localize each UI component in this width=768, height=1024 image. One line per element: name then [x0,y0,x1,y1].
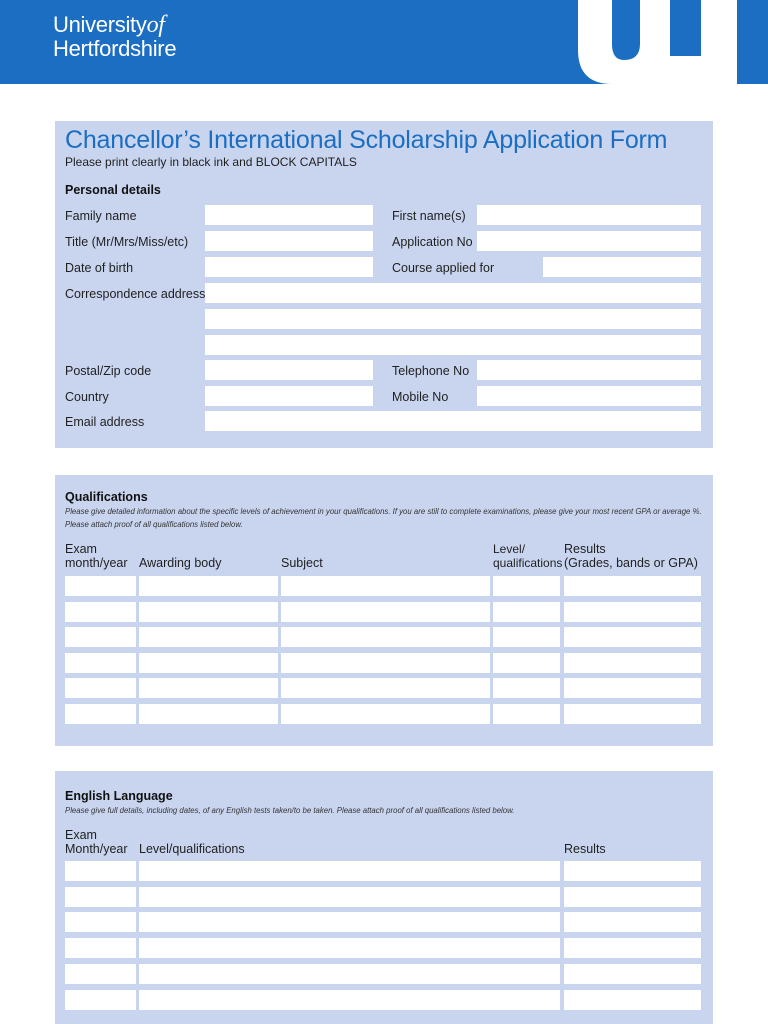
results-cell[interactable] [564,627,701,647]
logo-hertfordshire: Hertfordshire [53,36,177,61]
level-cell[interactable] [493,576,560,596]
first-names-field[interactable] [477,205,701,225]
country-label: Country [65,390,109,404]
col-level-qualifications: Level/ qualifications [493,542,563,570]
address-field-line2[interactable] [205,309,701,329]
exam-date-cell[interactable] [65,704,136,724]
level-cell[interactable] [139,990,560,1010]
title-field[interactable] [205,231,373,251]
exam-date-cell[interactable] [65,887,136,907]
col-results: Results [564,842,606,856]
dob-label: Date of birth [65,261,134,275]
email-field[interactable] [205,411,701,431]
awarding-body-cell[interactable] [139,602,278,622]
uh-mark-icon [0,0,768,84]
address-label: Correspondence address [65,287,206,301]
subject-cell[interactable] [281,653,490,673]
logo-of: of [146,12,165,38]
telephone-field[interactable] [477,360,701,380]
personal-details-panel [55,121,713,448]
exam-date-cell[interactable] [65,678,136,698]
level-cell[interactable] [139,964,560,984]
subject-cell[interactable] [281,704,490,724]
level-cell[interactable] [139,912,560,932]
col-exam-month-year: Exam month/year [65,542,128,570]
exam-date-cell[interactable] [65,576,136,596]
family-name-field[interactable] [205,205,373,225]
email-label: Email address [65,415,145,429]
country-field[interactable] [205,386,373,406]
qualifications-heading: Qualifications [65,490,148,504]
level-cell[interactable] [493,653,560,673]
form-subtitle: Please print clearly in black ink and BLOCK CAPITALS [65,155,357,169]
results-cell[interactable] [564,576,701,596]
results-cell[interactable] [564,861,701,881]
first-names-label: First name(s) [392,209,466,223]
awarding-body-cell[interactable] [139,627,278,647]
level-cell[interactable] [493,627,560,647]
col-subject: Subject [281,556,323,570]
results-cell[interactable] [564,887,701,907]
course-field[interactable] [543,257,701,277]
english-heading: English Language [65,789,173,803]
level-cell[interactable] [139,938,560,958]
qualifications-note: Please give detailed information about the specific levels of achievement in your qualifications. If you are still to complete examinations, please give your most recent GPA or average %. Please attach proof of all qualifications listed below. [65,507,702,529]
results-cell[interactable] [564,704,701,724]
subject-cell[interactable] [281,602,490,622]
english-language-panel [55,771,713,1024]
qualifications-panel [55,475,713,746]
exam-date-cell[interactable] [65,602,136,622]
awarding-body-cell[interactable] [139,653,278,673]
level-cell[interactable] [139,887,560,907]
postal-field[interactable] [205,360,373,380]
address-field-line3[interactable] [205,335,701,355]
subject-cell[interactable] [281,576,490,596]
exam-date-cell[interactable] [65,912,136,932]
telephone-label: Telephone No [392,364,470,378]
logo-university: University [53,12,147,37]
dob-field[interactable] [205,257,373,277]
exam-date-cell[interactable] [65,938,136,958]
subject-cell[interactable] [281,678,490,698]
form-title: Chancellor’s International Scholarship Application Form [65,126,668,154]
header-band [0,0,768,84]
results-cell[interactable] [564,602,701,622]
awarding-body-cell[interactable] [139,576,278,596]
level-cell[interactable] [139,861,560,881]
postal-label: Postal/Zip code [65,364,152,378]
english-note: Please give full details, including dates, of any English tests taken/to be taken. Please attach proof of all qualifications listed below. [65,806,515,815]
application-no-label: Application No [392,235,473,249]
application-no-field[interactable] [477,231,701,251]
results-cell[interactable] [564,990,701,1010]
course-label: Course applied for [392,261,495,275]
personal-details-heading: Personal details [65,183,161,197]
col-results: Results (Grades, bands or GPA) [564,542,698,570]
exam-date-cell[interactable] [65,653,136,673]
level-cell[interactable] [493,678,560,698]
col-exam-month-year: Exam Month/year [65,828,128,856]
family-name-label: Family name [65,209,137,223]
awarding-body-cell[interactable] [139,704,278,724]
exam-date-cell[interactable] [65,990,136,1010]
results-cell[interactable] [564,912,701,932]
awarding-body-cell[interactable] [139,678,278,698]
col-level-qualifications: Level/qualifications [139,842,245,856]
level-cell[interactable] [493,602,560,622]
results-cell[interactable] [564,964,701,984]
address-field-line1[interactable] [205,283,701,303]
mobile-label: Mobile No [392,390,449,404]
col-awarding-body: Awarding body [139,556,222,570]
exam-date-cell[interactable] [65,964,136,984]
exam-date-cell[interactable] [65,627,136,647]
results-cell[interactable] [564,938,701,958]
exam-date-cell[interactable] [65,861,136,881]
title-label: Title (Mr/Mrs/Miss/etc) [65,235,189,249]
results-cell[interactable] [564,678,701,698]
subject-cell[interactable] [281,627,490,647]
mobile-field[interactable] [477,386,701,406]
results-cell[interactable] [564,653,701,673]
level-cell[interactable] [493,704,560,724]
